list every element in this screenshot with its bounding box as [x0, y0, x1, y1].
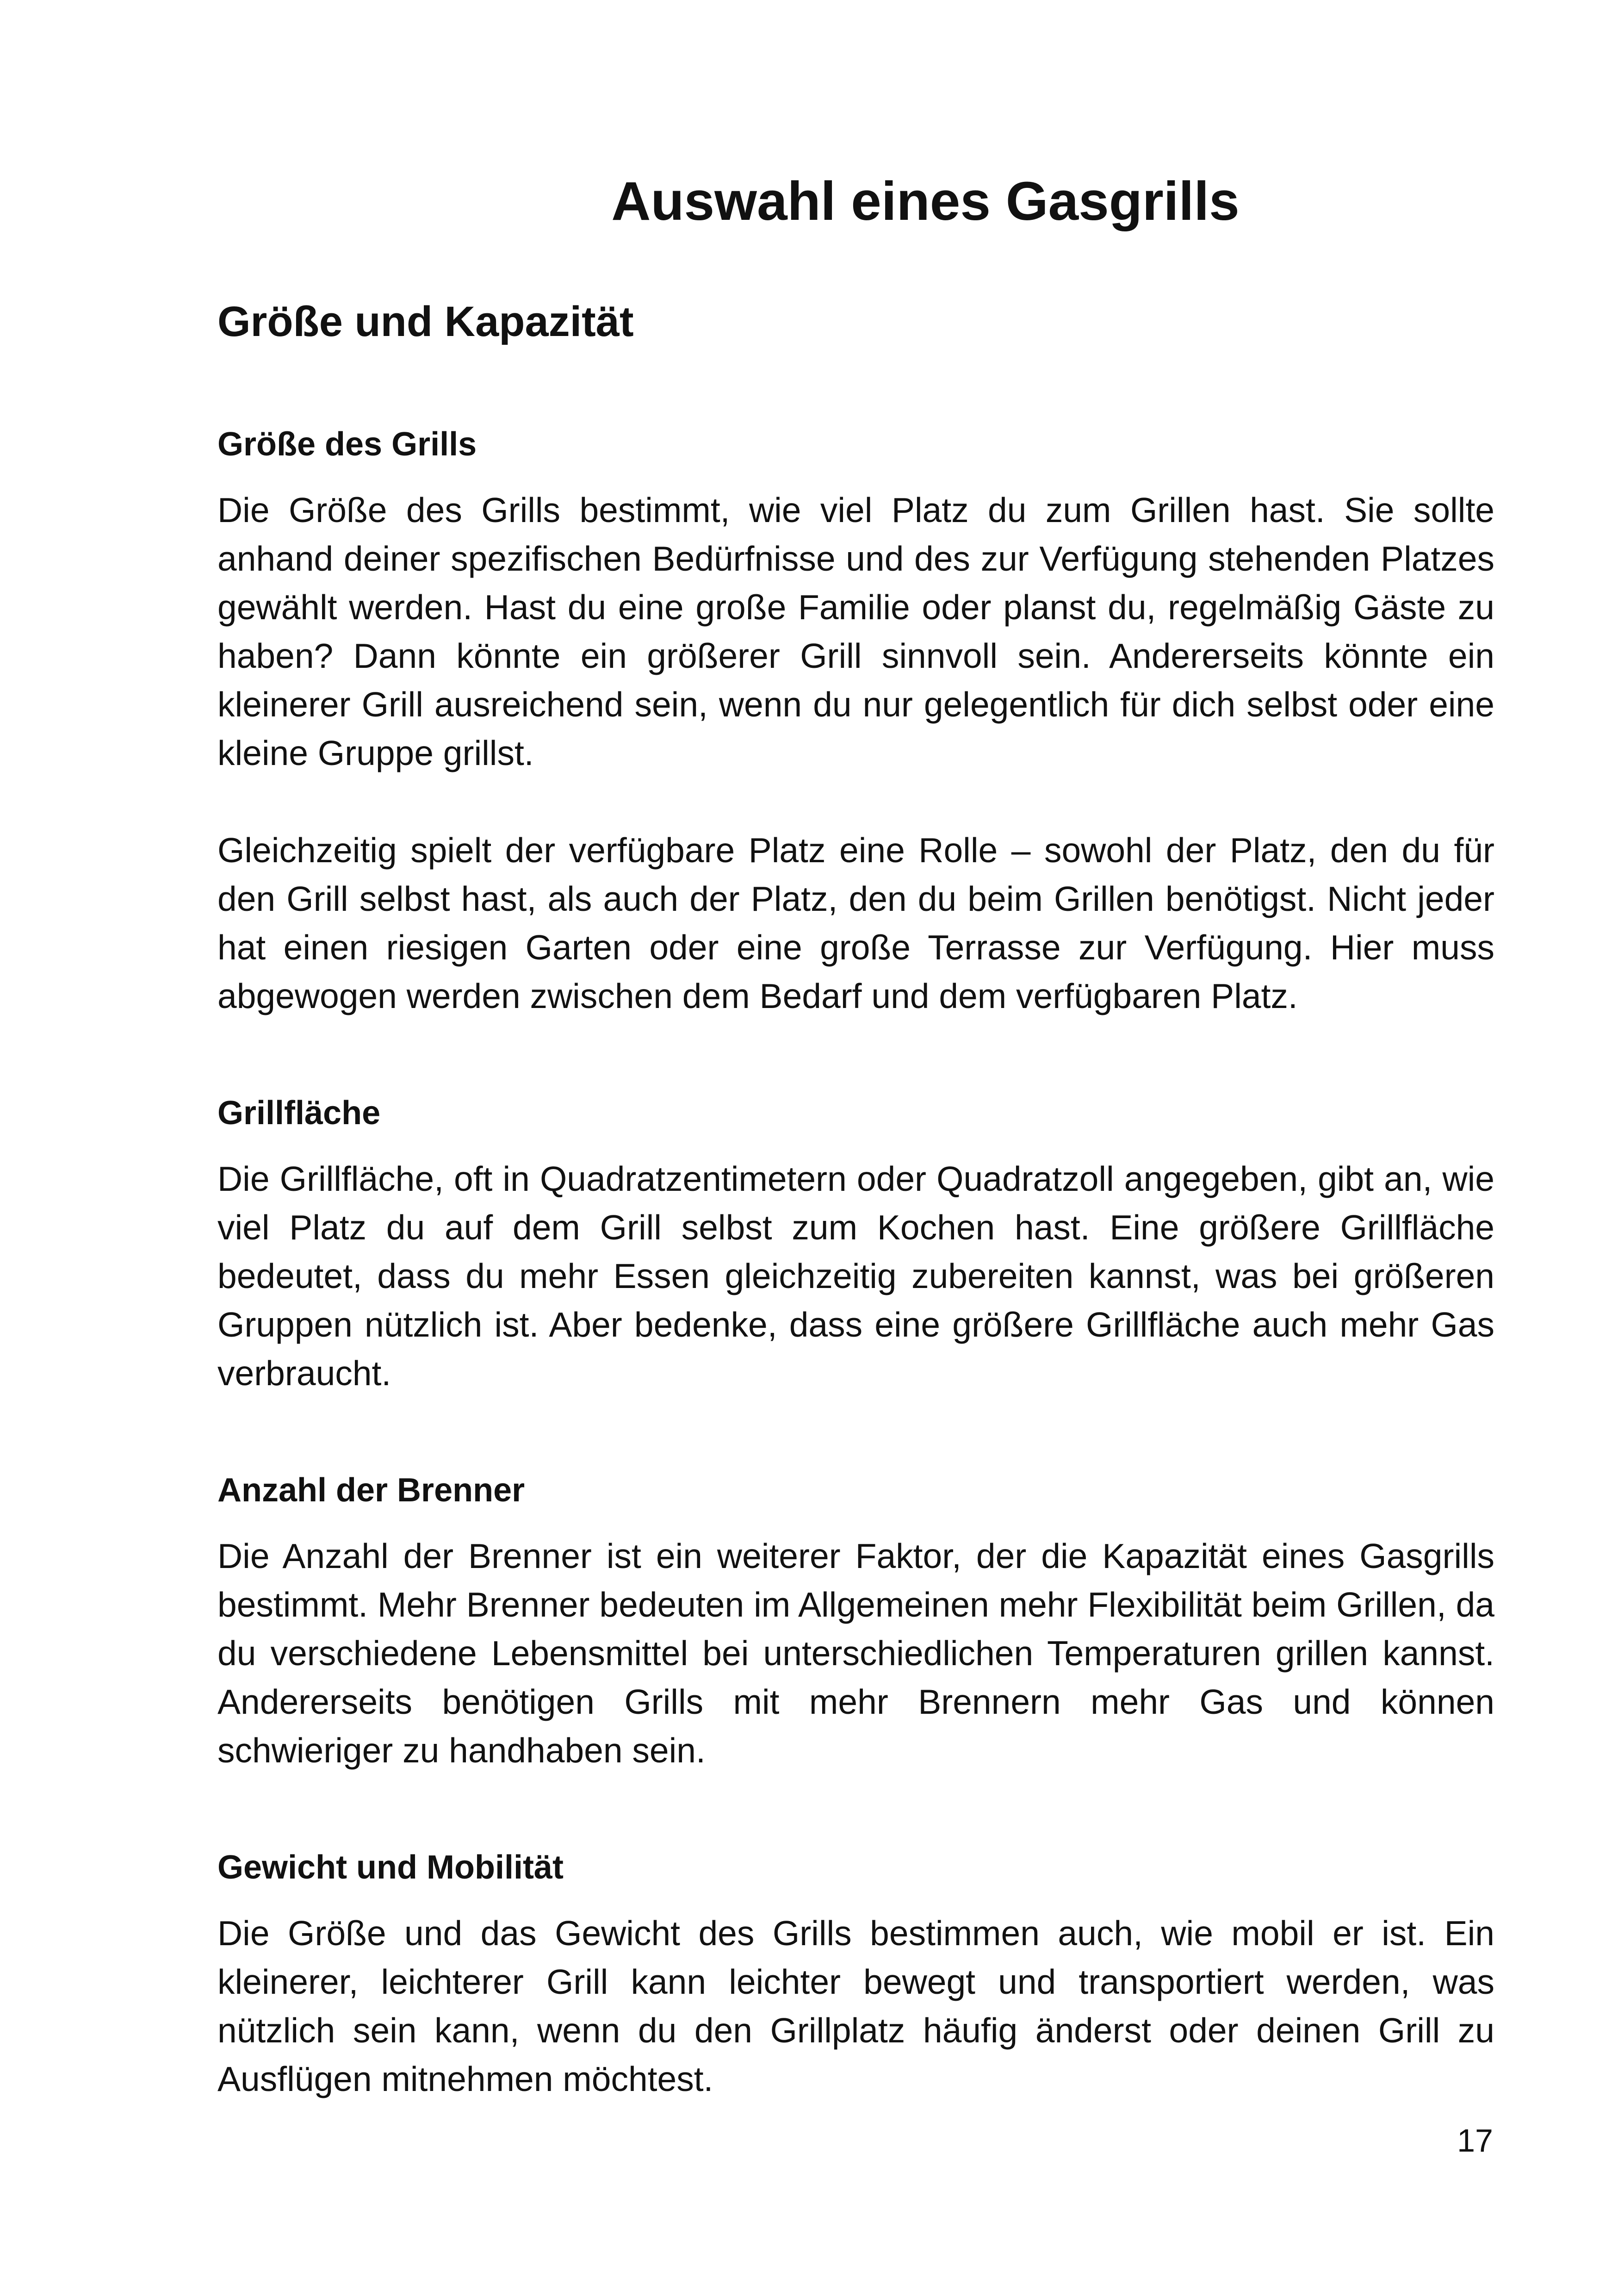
page-content — [217, 167, 1494, 2103]
paragraph: Die Grillfläche, oft in Quadratzentimetern oder Quadratzoll angegeben, gibt an, wie viel Platz du auf dem Grill selbst zum Kochen hast. Eine größere Grillfläche bedeutet, dass du mehr Essen gleichzeitig zubereiten kannst, was bei größeren Gruppen nützlich ist. Aber bedenke, dass eine größere Grillfläche auch mehr Gas verbraucht. — [217, 1159, 1494, 1393]
subsection-anzahl-der-brenner — [217, 1467, 1494, 1775]
subsection-heading: Anzahl der Brenner — [217, 1472, 525, 1509]
paragraph: Gleichzeitig spielt der verfügbare Platz eine Rolle – sowohl der Platz, den du für den Grill selbst hast, als auch der Platz, den du beim Grillen benötigst. Nicht jeder hat einen riesigen Garten oder eine große Terrasse zur Verfügung. Hier muss abgewogen werden zwischen dem Bedarf und dem verfügbaren Platz. — [217, 831, 1494, 1015]
page-title: Auswahl eines Gasgrills — [611, 171, 1240, 232]
subsection-heading: Größe des Grills — [217, 426, 477, 463]
paragraph: Die Größe des Grills bestimmt, wie viel Platz du zum Grillen hast. Sie sollte anhand deiner spezifischen Bedürfnisse und des zur Verfügung stehenden Platzes gewählt werden. Hast du eine große Familie oder planst du, regelmäßig Gäste zu haben? Dann könnte ein größerer Grill sinnvoll sein. Andererseits könnte ein kleinerer Grill ausreichend sein, wenn du nur gelegentlich für dich selbst oder eine kleine Gruppe grillst. — [217, 491, 1494, 772]
subsection-gewicht-und-mobilitaet — [217, 1844, 1494, 2103]
paragraph: Die Anzahl der Brenner ist ein weiterer Faktor, der die Kapazität eines Gasgrills bestimmt. Mehr Brenner bedeuten im Allgemeinen mehr Flexibilität beim Grillen, da du verschiedene Lebensmittel bei unterschiedlichen Temperaturen grillen kannst. Andererseits benötigen Grills mit mehr Brennern mehr Gas und können schwieriger zu handhaben sein. — [217, 1537, 1494, 1770]
subsection-heading: Grillfläche — [217, 1095, 381, 1132]
section-heading: Größe und Kapazität — [217, 298, 634, 345]
subsection-groesse-des-grills — [217, 421, 1494, 1020]
subsection-grillflaeche — [217, 1090, 1494, 1398]
paragraph: Die Größe und das Gewicht des Grills bestimmen auch, wie mobil er ist. Ein kleinerer, leichterer Grill kann leichter bewegt und transportiert werden, was nützlich sein kann, wenn du den Grillplatz häufig änderst oder deinen Grill zu Ausflügen mitnehmen möchtest. — [217, 1914, 1494, 2098]
page-number: 17 — [1457, 2122, 1493, 2159]
subsection-heading: Gewicht und Mobilität — [217, 1849, 564, 1886]
